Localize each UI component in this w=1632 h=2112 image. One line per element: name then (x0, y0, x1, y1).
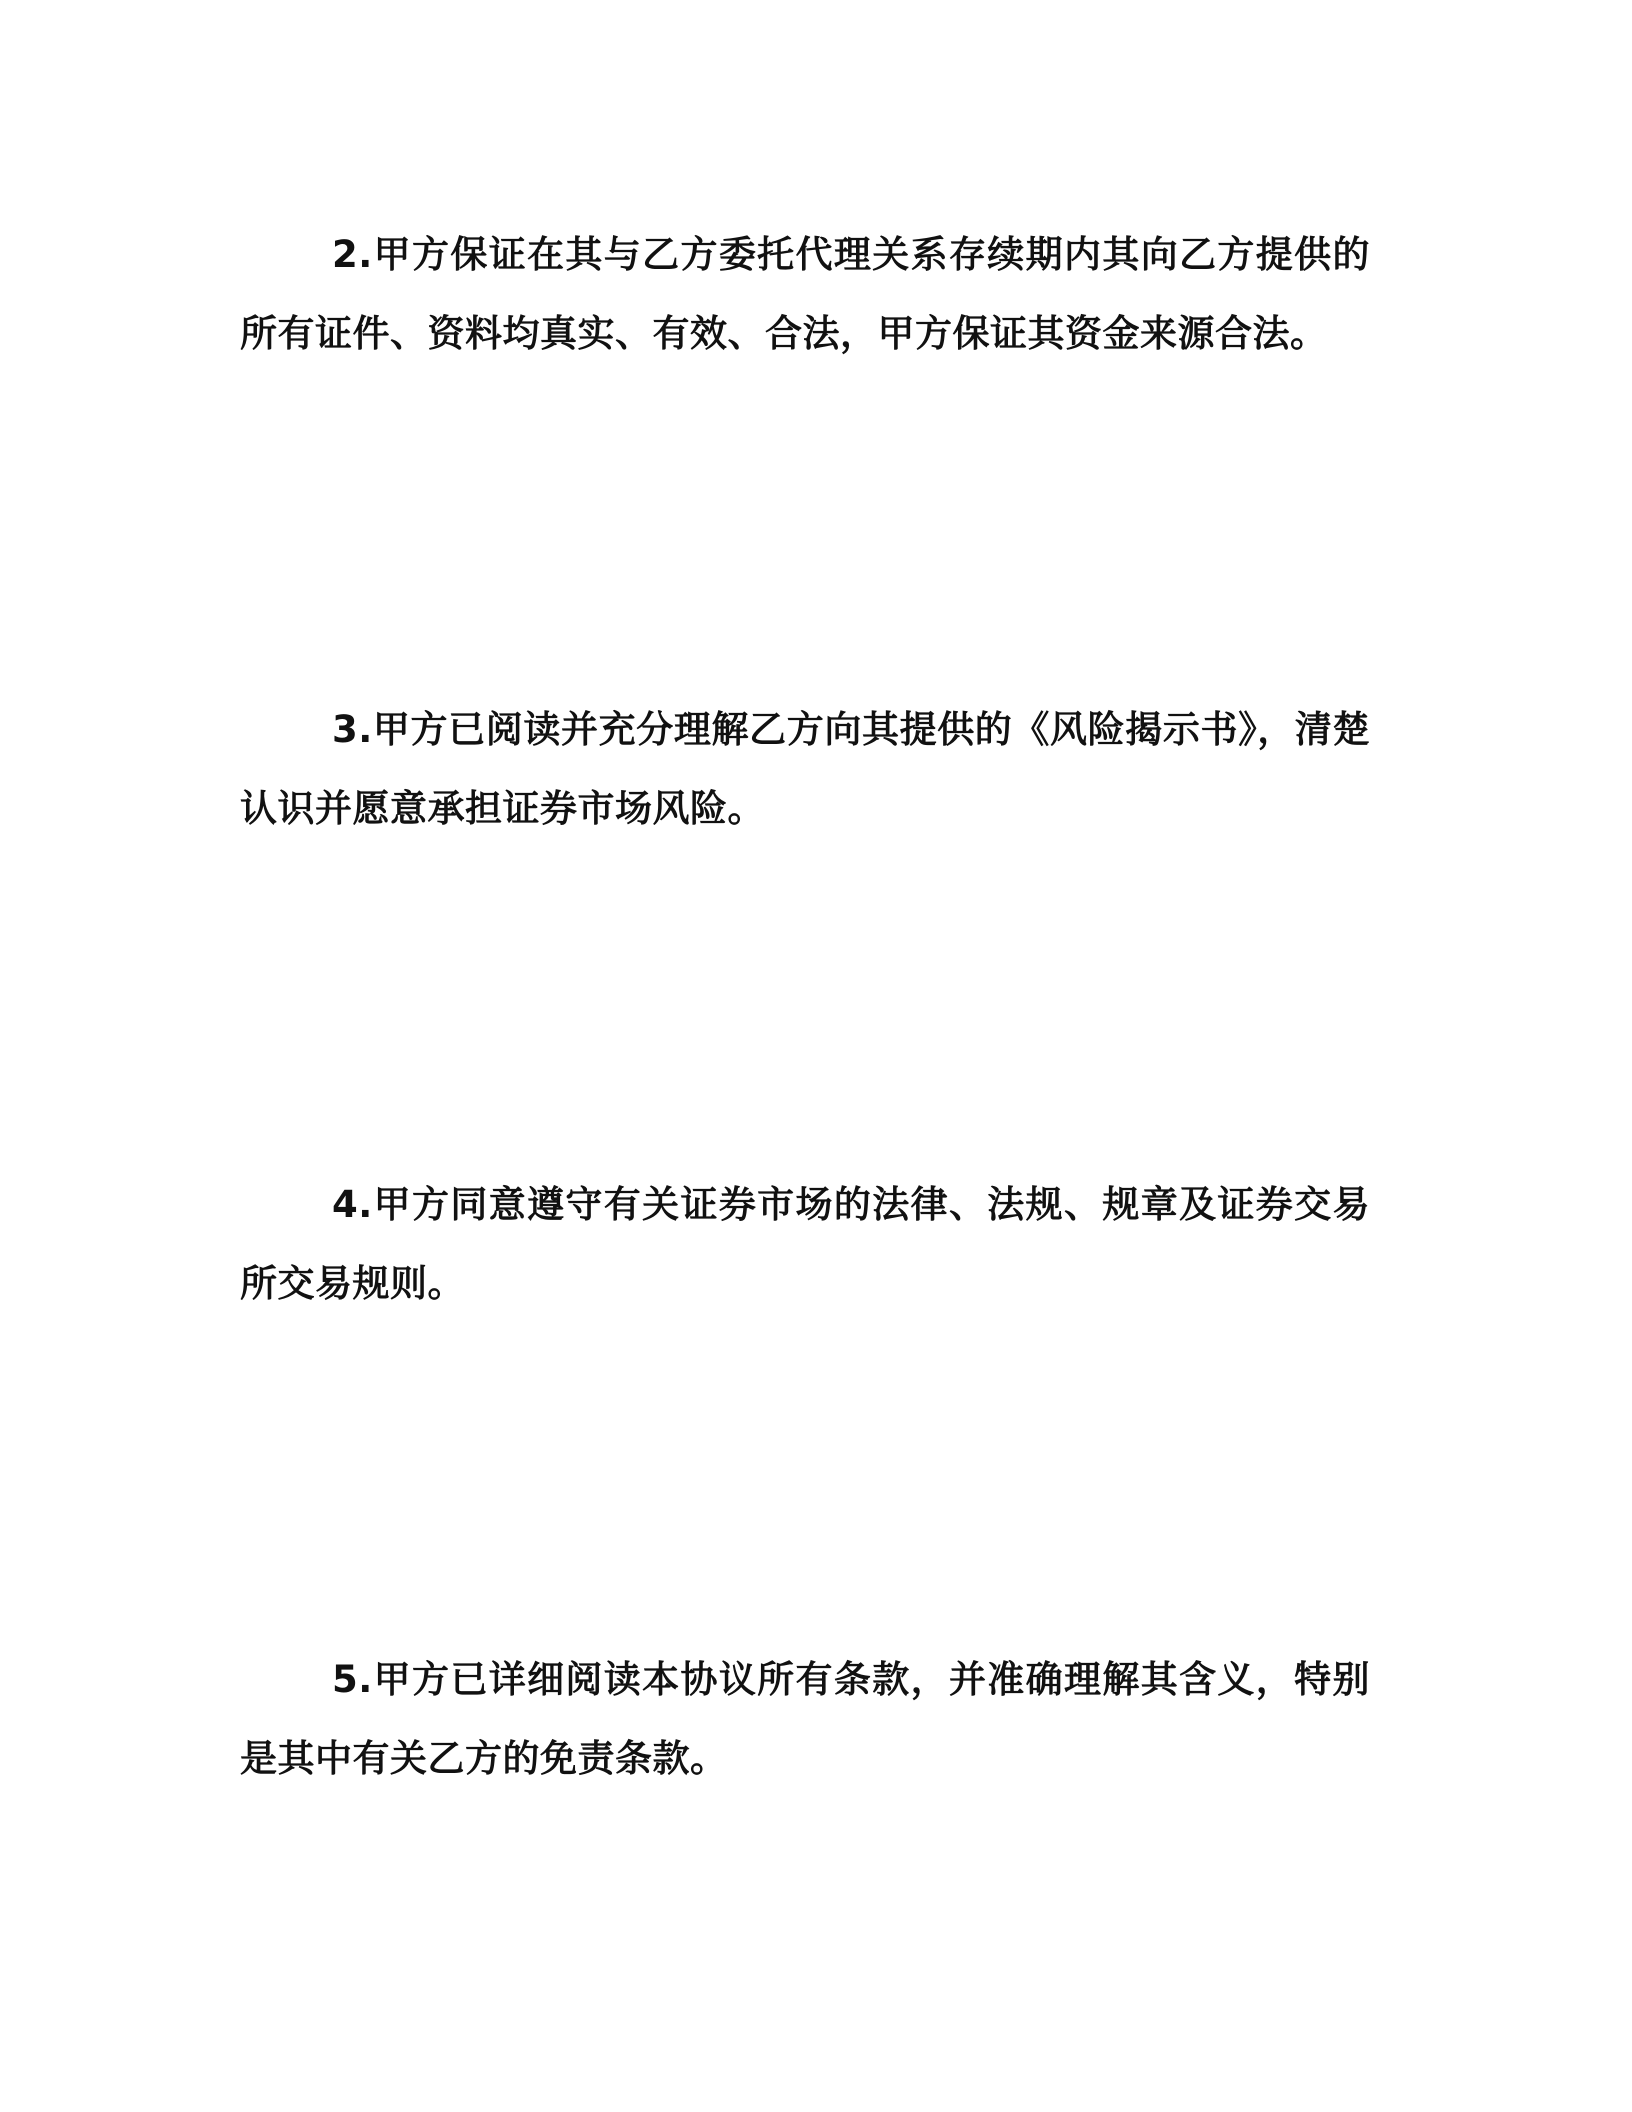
clause-3-paragraph: 3.甲方已阅读并充分理解乙方向其提供的《风险揭示书》，清楚认识并愿意承担证券市场风险。 (240, 708, 1370, 830)
clause-5-paragraph: 5.甲方已详细阅读本协议所有条款，并准确理解其含义，特别是其中有关乙方的免责条款。 (240, 1658, 1370, 1780)
clause-4-paragraph: 4.甲方同意遵守有关证券市场的法律、法规、规章及证券交易所交易规则。 (240, 1183, 1370, 1305)
clause-2-paragraph: 2.甲方保证在其与乙方委托代理关系存续期内其向乙方提供的所有证件、资料均真实、有效、合法，甲方保证其资金来源合法。 (240, 233, 1370, 355)
